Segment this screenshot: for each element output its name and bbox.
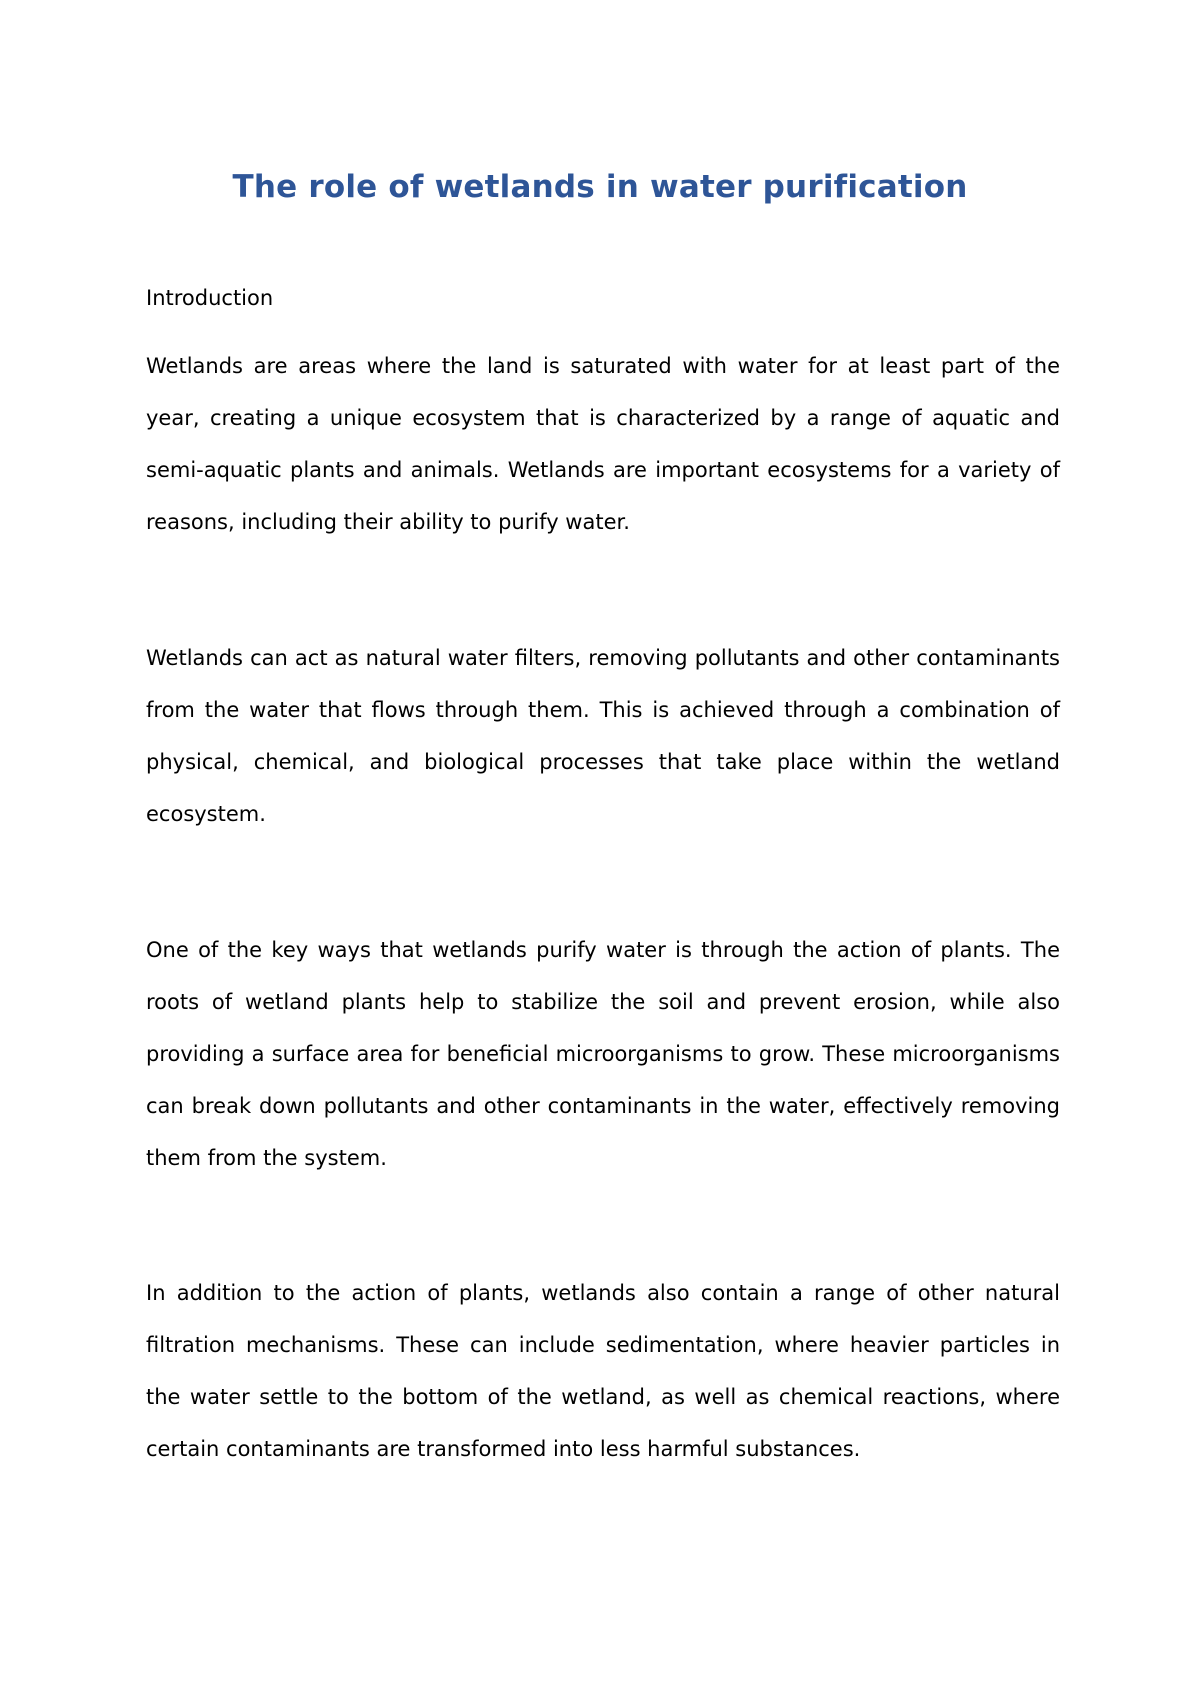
body-paragraph: Wetlands are areas where the land is saturated with water for at least part of the year, creating a unique ecosystem that is characterized by a range of aquatic and semi-aquatic plants and animals. Wetlands are important ecosystems for a variety of reasons, including their ability to purify water. [146, 354, 1060, 534]
section-heading-introduction: Introduction [146, 286, 274, 310]
body-paragraph: Wetlands can act as natural water filters, removing pollutants and other contaminants from the water that flows through them. This is achieved through a combination of physical, chemical, and biological processes that take place within the wetland ecosystem. [146, 646, 1060, 826]
document-title: The role of wetlands in water purification [232, 169, 968, 205]
body-paragraph: In addition to the action of plants, wetlands also contain a range of other natural filtration mechanisms. These can include sedimentation, where heavier particles in the water settle to the bottom of the wetland, as well as chemical reactions, where certain contaminants are transformed into less harmful substances. [146, 1281, 1060, 1461]
body-paragraph: One of the key ways that wetlands purify water is through the action of plants. The roots of wetland plants help to stabilize the soil and prevent erosion, while also providing a surface area for beneficial microorganisms to grow. These microorganisms can break down pollutants and other contaminants in the water, effectively removing them from the system. [146, 938, 1060, 1170]
